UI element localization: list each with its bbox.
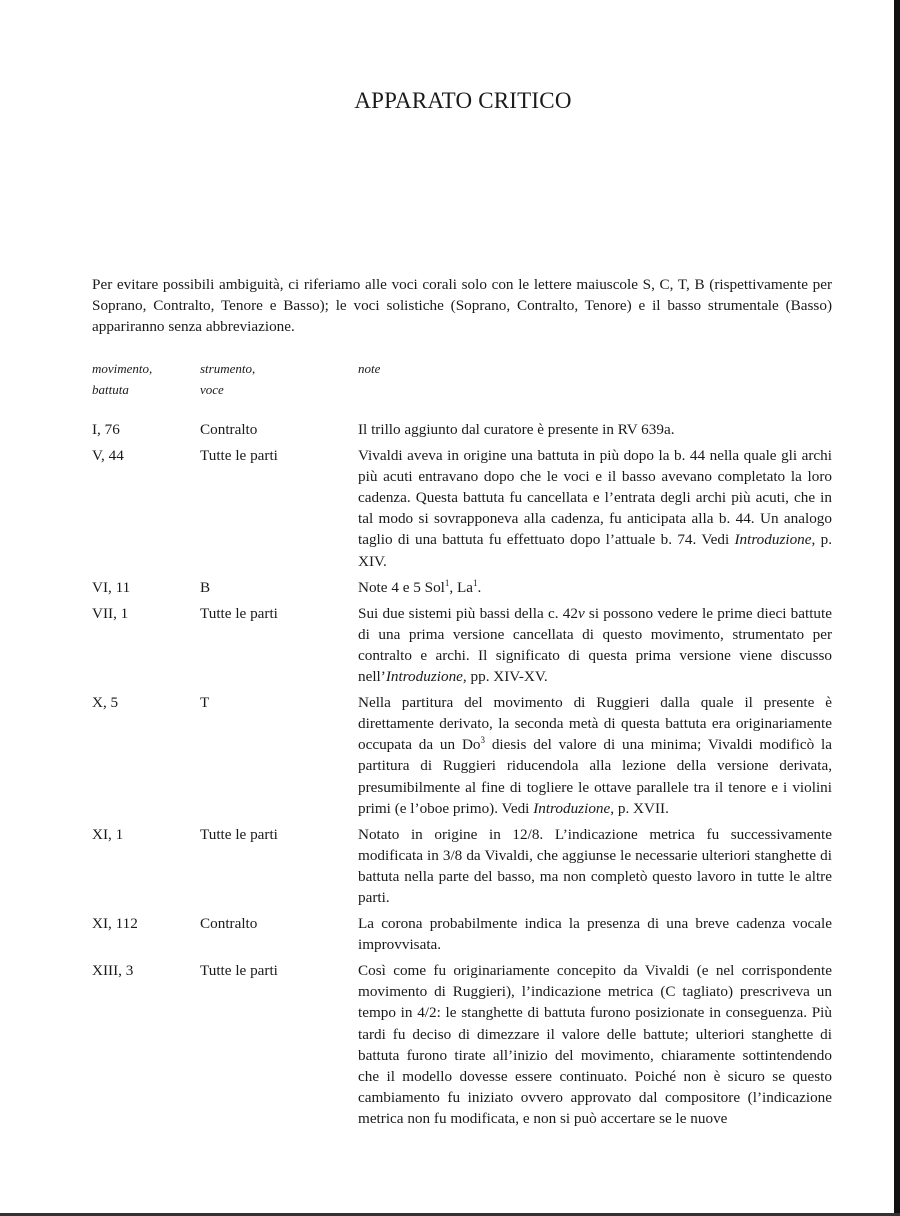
note-cell — [358, 913, 832, 955]
voice-cell: Tutte le parti — [200, 962, 278, 980]
movement-cell: XIII, 3 — [92, 962, 134, 980]
note-cell — [358, 603, 832, 687]
note-cell — [358, 824, 832, 908]
voice-cell: T — [200, 694, 210, 712]
note-text: , La — [449, 578, 474, 596]
movement-cell: VII, 1 — [92, 604, 129, 622]
header-movement-line2: battuta — [92, 382, 129, 397]
movement-cell: V, 44 — [92, 447, 124, 465]
voice-cell: B — [200, 578, 211, 596]
note-cell — [358, 445, 832, 572]
voice-cell: Tutte le parti — [200, 825, 278, 843]
header-movement-line1: movimento, — [92, 361, 153, 376]
critical-apparatus-table — [92, 419, 832, 1134]
italic-text: Introduzione — [385, 668, 463, 686]
note-text: , p. XVII. — [610, 799, 669, 817]
note-text: Il trillo aggiunto dal curatore è presente in RV 639a. — [358, 421, 675, 438]
header-instrument-line2: voce — [200, 382, 224, 397]
superscript-text: 1 — [473, 577, 478, 588]
note-text: diesis del valore di una minima; Vivaldi modificò la partitura di Ruggieri riducendola alla lezione della versione derivata, presumibilmente al fine di togliere le ottave parallele tra il tenore e i violini primi (e l’oboe primo). Vedi — [358, 736, 832, 817]
table-row — [92, 960, 832, 1129]
note-text: Notato in origine in 12/8. L’indicazione metrica fu successivamente modificata in 3/8 da Vivaldi, che aggiunse le necessarie ulteriori stanghette di battuta nella parte del basso, ma non completò questo lavoro in tutte le altre parti. — [358, 825, 832, 906]
table-row — [92, 577, 832, 598]
table-row — [92, 824, 832, 908]
table-row — [92, 692, 832, 819]
movement-cell: X, 5 — [92, 694, 119, 712]
movement-cell: XI, 1 — [92, 825, 124, 843]
note-text: , pp. XIV-XV. — [462, 668, 548, 686]
movement-cell: VI, 11 — [92, 578, 131, 596]
note-cell — [358, 960, 832, 1129]
note-cell — [358, 577, 832, 598]
note-text: Note 4 e 5 Sol — [358, 578, 445, 596]
italic-text: Introduzione — [734, 531, 812, 549]
table-row — [92, 913, 832, 955]
page-edge-rule — [894, 0, 900, 1216]
voice-cell: Tutte le parti — [200, 447, 278, 465]
movement-cell: I, 76 — [92, 421, 120, 438]
superscript-text: 1 — [444, 577, 450, 588]
note-text: si possono vedere le prime dieci battute di una prima versione cancellata di questo movimento, strumentato per contralto e archi. Il significato di questa prima versione viene discusso nell’ — [358, 604, 832, 686]
note-cell — [358, 692, 832, 819]
note-text: Vivaldi aveva in origine una battuta in più dopo la b. 44 nella quale gli archi più acuti entravano dopo che le voci e il basso avevano completato la loro cadenza. Questa battuta fu cancellata e l’entrata degli archi più acuti, che in tal modo si sovrapponeva alla cadenza, fu anticipata alla b. 44. Un analogo taglio di una battuta fu effettuato dopo l’attuale b. 74. Vedi — [358, 447, 832, 549]
note-text: Sui due sistemi più bassi della c. 42 — [358, 604, 578, 622]
header-instrument-line1: strumento, — [200, 361, 256, 376]
italic-text: v — [577, 604, 585, 622]
page-title: APPARATO CRITICO — [354, 88, 572, 113]
header-notes: note — [358, 361, 381, 376]
note-text: Così come fu originariamente concepito da Vivaldi (e nel corrispondente movimento di Ruggieri), l’indicazione metrica (C tagliato) prescriveva un tempo in 4/2: le stanghette di battuta furono posizionate in conseguenza. Più tardi fu deciso di dimezzare il valore delle battute; ulteriori stanghette di battuta furono tirate all’inizio del movimento, chiaramente sottintendendo che il modello dovesse essere continuato. Poiché non è sicuro se questo cambiamento fu iniziato ovvero approvato dal compositore (l’indicazione metrica non fu modificata, e non si può accertare se le nuove — [358, 962, 832, 1127]
voice-cell: Tutte le parti — [200, 604, 278, 622]
superscript-text: 3 — [480, 735, 486, 746]
table-row — [92, 419, 832, 440]
note-text: , p. XIV. — [358, 531, 832, 570]
voice-cell: Contralto — [200, 421, 258, 438]
header-instrument — [200, 358, 255, 400]
table-row — [92, 445, 832, 572]
intro-paragraph: Per evitare possibili ambiguità, ci riferiamo alle voci corali solo con le lettere maiuscole S, C, T, B (rispettivamente per Soprano, Contralto, Tenore e Basso); le voci solistiche (Soprano, Contralto, Tenore) e il basso strumentale (Basso) appariranno senza abbreviazione. — [92, 276, 832, 335]
note-text: La corona probabilmente indica la presenza di una breve cadenza vocale improvvisata. — [358, 915, 832, 954]
voice-cell: Contralto — [200, 915, 258, 933]
header-movement — [92, 358, 152, 400]
note-cell — [358, 419, 832, 440]
table-row — [92, 603, 832, 687]
note-text: . — [477, 578, 482, 596]
italic-text: Introduzione — [533, 799, 611, 817]
movement-cell: XI, 112 — [92, 915, 138, 933]
note-text: Nella partitura del movimento di Ruggieri dalla quale il presente è direttamente derivato, la seconda metà di questa battuta era originariamente occupata da un Do — [358, 694, 832, 754]
